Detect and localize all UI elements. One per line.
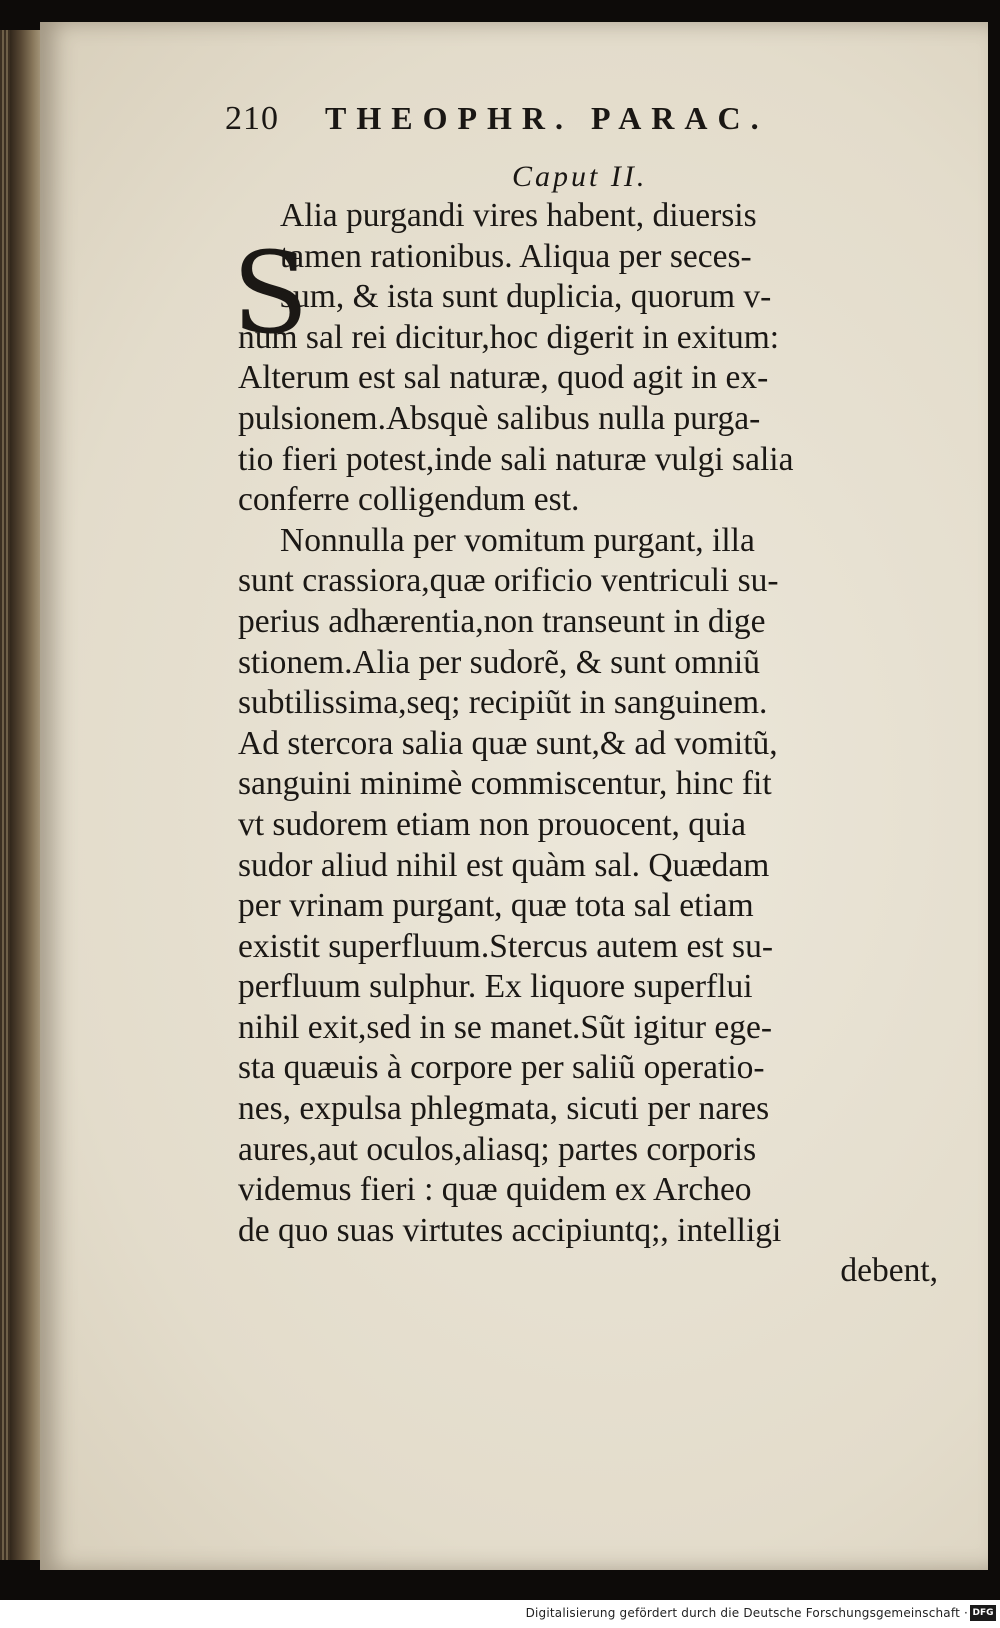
text-line: pulsionem.Absquè salibus nulla purga- bbox=[238, 399, 761, 437]
text-line: stionem.Alia per sudorẽ, & sunt omniũ bbox=[238, 643, 760, 681]
text-line: sudor aliud nihil est quàm sal. Quædam bbox=[238, 846, 770, 884]
text-line: Nonnulla per vomitum purgant, illa bbox=[280, 521, 755, 559]
text-line: Ad stercora salia quæ sunt,& ad vomitũ, bbox=[238, 724, 778, 762]
chapter-title: Caput II. bbox=[512, 160, 648, 193]
text-line: sta quæuis à corpore per saliũ operatio- bbox=[238, 1049, 765, 1087]
text-line: perfluum sulphur. Ex liquore superflui bbox=[238, 968, 753, 1006]
text-line: perius adhærentia,non transeunt in dige bbox=[238, 602, 766, 640]
text-line: sunt crassiora,quæ orificio ventriculi su- bbox=[238, 562, 779, 600]
catchword: debent, bbox=[840, 1252, 938, 1290]
text-line: tio fieri potest,inde sali naturæ vulgi salia bbox=[238, 440, 794, 478]
dfg-logo-icon: DFG bbox=[970, 1605, 996, 1621]
page-number: 210 bbox=[225, 100, 279, 137]
text-line: aures,aut oculos,aliasq; partes corporis bbox=[238, 1130, 757, 1168]
page-edges bbox=[0, 30, 10, 1560]
text-line: nes, expulsa phlegmata, sicuti per nares bbox=[238, 1090, 770, 1128]
running-head: THEOPHR. PARAC. bbox=[325, 100, 769, 136]
text-line: subtilissima,seq; recipiũt in sanguinem. bbox=[238, 684, 768, 722]
text-line: per vrinam purgant, quæ tota sal etiam bbox=[238, 887, 754, 925]
text-line: Alia purgandi vires habent, diuersis bbox=[280, 197, 757, 234]
text-line: tamen rationibus. Aliqua per seces- bbox=[280, 237, 752, 275]
text-line: vt sudorem etiam non prouocent, quia bbox=[238, 805, 746, 843]
text-line: Alterum est sal naturæ, quod agit in ex- bbox=[238, 359, 769, 397]
text-line: sum, & ista sunt duplicia, quorum v- bbox=[280, 278, 772, 316]
page-header bbox=[225, 100, 845, 160]
text-line: videmus fieri : quæ quidem ex Archeo bbox=[238, 1171, 752, 1209]
book-spine bbox=[8, 30, 42, 1560]
text-line: de quo suas virtutes accipiuntq;, intelligi bbox=[238, 1211, 782, 1249]
text-line: nihil exit,sed in se manet.Sũt igitur ege- bbox=[238, 1008, 773, 1046]
drop-capital: S bbox=[232, 229, 309, 359]
text-line: existit superfluum.Stercus autem est su- bbox=[238, 927, 773, 965]
text-line: sanguini minimè commiscentur, hinc fit bbox=[238, 765, 772, 803]
body-text bbox=[238, 196, 938, 1292]
text-line: conferre colligendum est. bbox=[238, 481, 580, 519]
text-line: num sal rei dicitur,hoc digerit in exitum: bbox=[238, 318, 780, 356]
funding-credit: Digitalisierung gefördert durch die Deutsche Forschungsgemeinschaft · bbox=[525, 1606, 968, 1620]
digitization-footer bbox=[0, 1600, 1000, 1628]
